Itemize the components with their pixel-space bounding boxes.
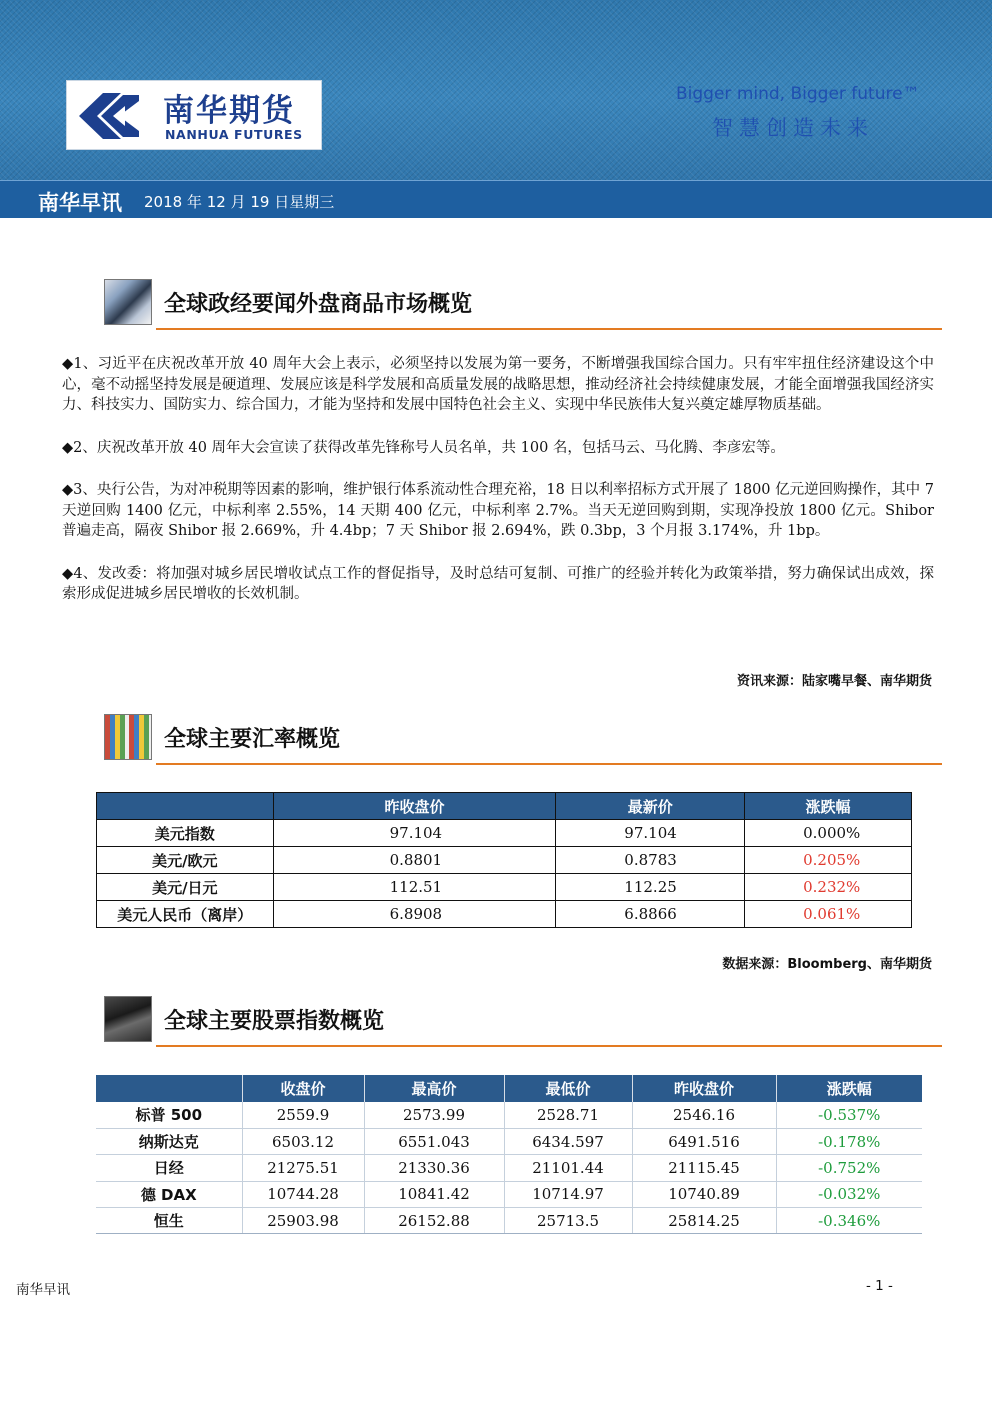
index-name: 德 DAX	[96, 1181, 242, 1207]
table-header-row	[96, 1075, 922, 1102]
column-header: 涨跌幅	[745, 793, 912, 820]
news-list	[62, 354, 934, 627]
column-header	[97, 793, 274, 820]
index-high: 26152.88	[364, 1208, 504, 1234]
fx-table	[96, 792, 912, 928]
column-header	[96, 1075, 242, 1102]
table-row	[97, 820, 912, 847]
slogan-english: Bigger mind, Bigger future™	[676, 84, 920, 104]
report-brand: 南华早讯	[38, 191, 122, 215]
report-date: 2018 年 12 月 19 日星期三	[144, 193, 335, 211]
fx-last: 6.8866	[556, 901, 745, 928]
slogan-chinese: 智慧创造未来	[712, 116, 874, 140]
index-low: 21101.44	[504, 1155, 632, 1181]
section-heading-equities	[104, 996, 942, 1048]
fx-name: 美元/日元	[97, 874, 274, 901]
table-row	[96, 1102, 922, 1128]
news-item: ◆4、发改委：将加强对城乡居民增收试点工作的督促指导，及时总结可复制、可推广的经验并转化为政策举措，努力确保试出成效，探索形成促进城乡居民增收的长效机制。	[62, 565, 934, 602]
table-row	[96, 1208, 922, 1234]
column-header: 昨收盘价	[632, 1075, 776, 1102]
column-header: 最新价	[556, 793, 745, 820]
column-header: 最高价	[364, 1075, 504, 1102]
fx-name: 美元人民币（离岸）	[97, 901, 274, 928]
date-bar	[0, 180, 992, 218]
fx-prev: 112.51	[273, 874, 556, 901]
index-change: -0.032%	[776, 1181, 922, 1207]
logo-english-text: NANHUA FUTURES	[165, 127, 303, 142]
index-prev: 25814.25	[632, 1208, 776, 1234]
index-name: 纳斯达克	[96, 1128, 242, 1154]
fx-change: 0.232%	[745, 874, 912, 901]
index-name: 标普 500	[96, 1102, 242, 1128]
fx-prev: 0.8801	[273, 847, 556, 874]
index-change: -0.752%	[776, 1155, 922, 1181]
column-header: 涨跌幅	[776, 1075, 922, 1102]
logo-mark-icon	[73, 87, 143, 145]
fx-change: 0.205%	[745, 847, 912, 874]
company-logo	[66, 80, 322, 150]
index-change: -0.178%	[776, 1128, 922, 1154]
column-header: 昨收盘价	[273, 793, 556, 820]
section-title: 全球主要股票指数概览	[164, 1009, 385, 1034]
index-low: 2528.71	[504, 1102, 632, 1128]
news-item: ◆2、庆祝改革开放 40 周年大会宣读了获得改革先锋称号人员名单，共 100 名，包括马云、马化腾、李彦宏等。	[62, 439, 785, 456]
table-row	[97, 847, 912, 874]
index-change: -0.537%	[776, 1102, 922, 1128]
section-title: 全球政经要闻外盘商品市场概览	[164, 292, 473, 317]
section-news-icon	[104, 279, 152, 325]
index-name: 日经	[96, 1155, 242, 1181]
logo-chinese-text: 南华期货	[163, 93, 295, 129]
index-prev: 6491.516	[632, 1128, 776, 1154]
column-header: 最低价	[504, 1075, 632, 1102]
index-high: 10841.42	[364, 1181, 504, 1207]
table-row	[96, 1128, 922, 1154]
index-high: 21330.36	[364, 1155, 504, 1181]
fx-name: 美元/欧元	[97, 847, 274, 874]
news-source: 资讯来源：陆家嘴早餐、南华期货	[736, 674, 932, 689]
index-close: 6503.12	[242, 1128, 364, 1154]
section-divider	[156, 328, 942, 330]
index-close: 21275.51	[242, 1155, 364, 1181]
index-prev: 10740.89	[632, 1181, 776, 1207]
index-low: 6434.597	[504, 1128, 632, 1154]
index-name: 恒生	[96, 1208, 242, 1234]
column-header: 收盘价	[242, 1075, 364, 1102]
section-heading-news	[104, 279, 942, 331]
fx-change: 0.000%	[745, 820, 912, 847]
section-divider	[156, 1045, 942, 1047]
section-fx-icon	[104, 714, 152, 760]
fx-source: 数据来源：Bloomberg、南华期货	[722, 957, 932, 972]
index-high: 6551.043	[364, 1128, 504, 1154]
table-header-row	[97, 793, 912, 820]
table-row	[97, 874, 912, 901]
fx-prev: 6.8908	[273, 901, 556, 928]
index-prev: 2546.16	[632, 1102, 776, 1128]
fx-last: 97.104	[556, 820, 745, 847]
table-row	[97, 901, 912, 928]
section-heading-fx	[104, 714, 942, 766]
news-item: ◆3、央行公告，为对冲税期等因素的影响，维护银行体系流动性合理充裕，18 日以利率招标方式开展了 1800 亿元逆回购操作，其中 7 天逆回购 1400 亿元，中标利率 2.55%，14 天期 400 亿元，中标利率 2.7%。当天无逆回购到期，实现净投放 1800 亿元。Shibor 普遍走高，隔夜 Shibor 报 2.669%，升 4.4bp；7 天 Shibor 报 2.694%，跌 0.3bp，3 个月报 3.174%，升 1bp。	[62, 482, 934, 539]
fx-change: 0.061%	[745, 901, 912, 928]
index-close: 25903.98	[242, 1208, 364, 1234]
section-equities-icon	[104, 996, 152, 1042]
equity-index-table	[96, 1075, 922, 1234]
table-row	[96, 1181, 922, 1207]
fx-last: 0.8783	[556, 847, 745, 874]
index-low: 25713.5	[504, 1208, 632, 1234]
table-row	[96, 1155, 922, 1181]
index-prev: 21115.45	[632, 1155, 776, 1181]
fx-last: 112.25	[556, 874, 745, 901]
fx-name: 美元指数	[97, 820, 274, 847]
index-close: 10744.28	[242, 1181, 364, 1207]
index-high: 2573.99	[364, 1102, 504, 1128]
news-item: ◆1、习近平在庆祝改革开放 40 周年大会上表示，必须坚持以发展为第一要务，不断增强我国综合国力。只有牢牢扭住经济建设这个中心，毫不动摇坚持发展是硬道理、发展应该是科学发展和高质量发展的战略思想，推动经济社会持续健康发展，才能全面增强我国经济实力、科技实力、国防实力、综合国力，才能为坚持和发展中国特色社会主义、实现中华民族伟大复兴奠定雄厚物质基础。	[62, 356, 934, 413]
footer-brand: 南华早讯	[16, 1282, 70, 1298]
page-number: - 1 -	[866, 1278, 893, 1294]
header-banner	[0, 0, 992, 218]
section-title: 全球主要汇率概览	[164, 727, 341, 752]
index-change: -0.346%	[776, 1208, 922, 1234]
section-divider	[156, 763, 942, 765]
index-low: 10714.97	[504, 1181, 632, 1207]
index-close: 2559.9	[242, 1102, 364, 1128]
fx-prev: 97.104	[273, 820, 556, 847]
